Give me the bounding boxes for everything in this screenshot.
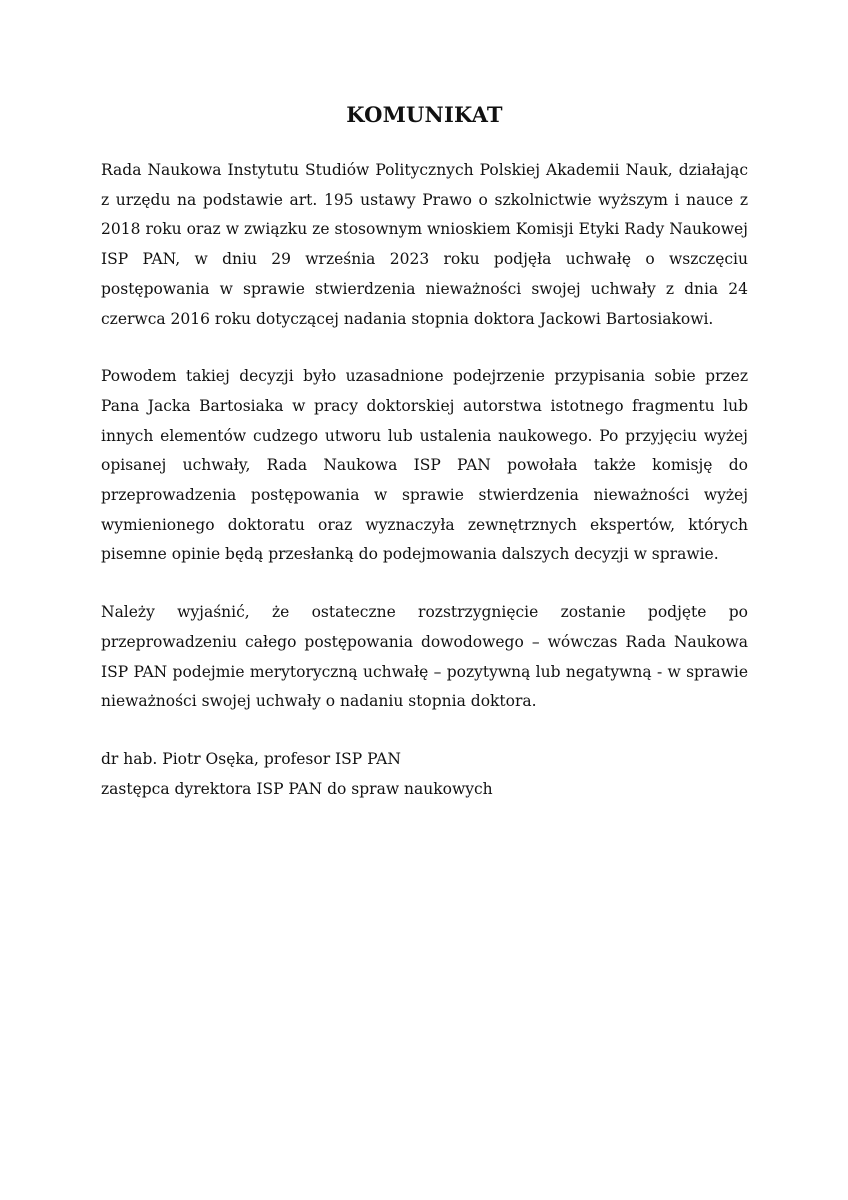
signature-name: dr hab. Piotr Osęka, profesor ISP PAN <box>101 749 401 768</box>
signature-role: zastępca dyrektora ISP PAN do spraw naukowych <box>101 779 493 798</box>
signature-block <box>101 745 748 804</box>
paragraph-2: Powodem takiej decyzji było uzasadnione podejrzenie przypisania sobie przez Pana Jacka Bartosiaka w pracy doktorskiej autorstwa istotnego fragmentu lub innych elementów cudzego utworu lub ustalenia naukowego. Po przyjęciu wyżej opisanej uchwały, Rada Naukowa ISP PAN powołała także komisję do przeprowadzenia postępowania w sprawie stwierdzenia nieważności wyżej wymienionego doktoratu oraz wyznaczyła zewnętrznych ekspertów, których pisemne opinie będą przesłanką do podejmowania dalszych decyzji w sprawie. <box>101 367 748 564</box>
paragraph-1: Rada Naukowa Instytutu Studiów Politycznych Polskiej Akademii Nauk, działając z urzędu na podstawie art. 195 ustawy Prawo o szkolnictwie wyższym i nauce z 2018 roku oraz w związku ze stosownym wnioskiem Komisji Etyki Rady Naukowej ISP PAN, w dniu 29 września 2023 roku podjęła uchwałę o wszczęciu postępowania w sprawie stwierdzenia nieważności swojej uchwały z dnia 24 czerwca 2016 roku dotyczącej nadania stopnia doktora Jackowi Bartosiakowi. <box>101 161 748 328</box>
document-page <box>101 100 748 804</box>
paragraph-3: Należy wyjaśnić, że ostateczne rozstrzygnięcie zostanie podjęte po przeprowadzeniu całego postępowania dowodowego – wówczas Rada Naukowa ISP PAN podejmie merytoryczną uchwałę – pozytywną lub negatywną - w sprawie nieważności swojej uchwały o nadaniu stopnia doktora. <box>101 603 748 711</box>
document-title: KOMUNIKAT <box>346 102 503 127</box>
